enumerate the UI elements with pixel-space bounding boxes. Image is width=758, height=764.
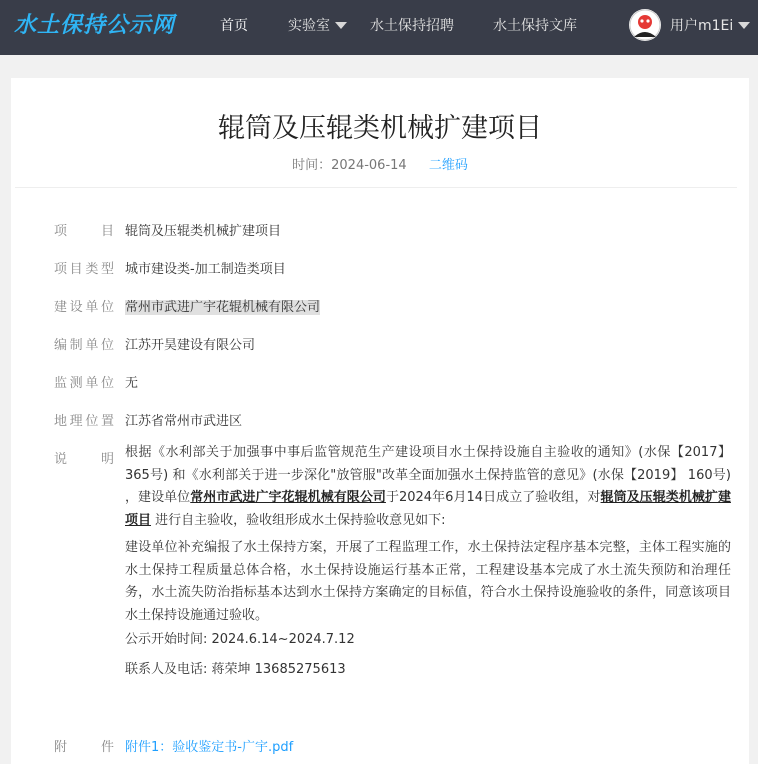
nav-lab[interactable] [288,15,347,35]
field-label-project: 项目 [54,224,114,239]
field-label-description: 说明 [54,452,114,467]
field-value-compiler: 江苏开昊建设有限公司 [125,338,256,353]
description-paragraph-2: 建设单位补充编报了水土保持方案，开展了工程监理工作，水土保持法定程序基本完整，主体工程实施的水土保持工程质量总体合格，水土保持设施运行基本正常，工程建设基本完成了水土流失预防和治理任务，水土流失防治指标基本达到水土保持方案确定的目标值，符合水土保持设施验收的条件，同意该项目水土保持设施通过验收。 [125,540,731,623]
field-value-monitor: 无 [125,376,139,391]
desc-text-c: 进行自主验收，验收组形成水土保持验收意见如下: [151,512,446,528]
contact-info: 联系人及电话: 蒋荣坤 13685275613 [125,662,346,677]
field-value-type: 城市建设类-加工制造类项目 [125,262,286,277]
description-paragraph-1 [125,442,731,532]
nav-home[interactable]: 首页 [220,18,248,34]
nav-jobs[interactable]: 水土保持招聘 [370,18,454,34]
field-label-compiler: 编制单位 [54,338,114,353]
builder-highlight: 常州市武进广宇花辊机械有限公司 [125,300,321,315]
avatar-image [629,9,661,41]
publicity-period: 公示开始时间: 2024.6.14~2024.7.12 [125,632,355,647]
article-card [11,78,749,764]
field-label-type: 项目类型 [54,262,114,277]
nav-library[interactable]: 水土保持文库 [493,18,577,34]
page-title: 辊筒及压辊类机械扩建项目 [218,113,542,144]
article-meta [11,154,749,173]
user-name: 用户m1Ei [670,18,734,34]
nav-lab-label: 实验室 [288,18,330,34]
user-menu[interactable] [670,15,750,35]
publish-date: 时间：2024-06-14 [292,158,407,173]
field-label-attachments: 附件 [54,740,114,755]
field-label-location: 地理位置 [54,414,114,429]
desc-project: 辊筒及压辊类机械扩建项目 [125,490,731,528]
avatar[interactable] [629,9,661,41]
attachment-link[interactable]: 附件1：验收鉴定书-广宇.pdf [125,740,294,755]
chevron-down-icon [335,22,347,29]
field-value-location: 江苏省常州市武进区 [125,414,243,429]
desc-company: 常州市武进广宇花辊机械有限公司 [190,490,386,505]
desc-text-a: 根据《水利部关于加强事中事后监管规范生产建设项目水土保持设施自主验收的通知》(水保【2017】365号) 和《水利部关于进一步深化"放管服"改革全面加强水土保持监管的意见》(水保【2019】 160号) ，建设单位 [125,445,731,505]
site-logo[interactable]: 水土保持公示网 [14,13,176,38]
divider [15,187,737,188]
desc-text-b: 于2024年6月14日成立了验收组，对 [385,490,601,505]
qr-code-link[interactable]: 二维码 [428,158,468,173]
field-label-monitor: 监测单位 [54,376,114,391]
field-label-builder: 建设单位 [54,300,114,315]
top-navbar [0,0,758,55]
field-value-project: 辊筒及压辊类机械扩建项目 [125,224,282,239]
field-value-builder [125,296,320,315]
chevron-down-icon [738,22,750,29]
